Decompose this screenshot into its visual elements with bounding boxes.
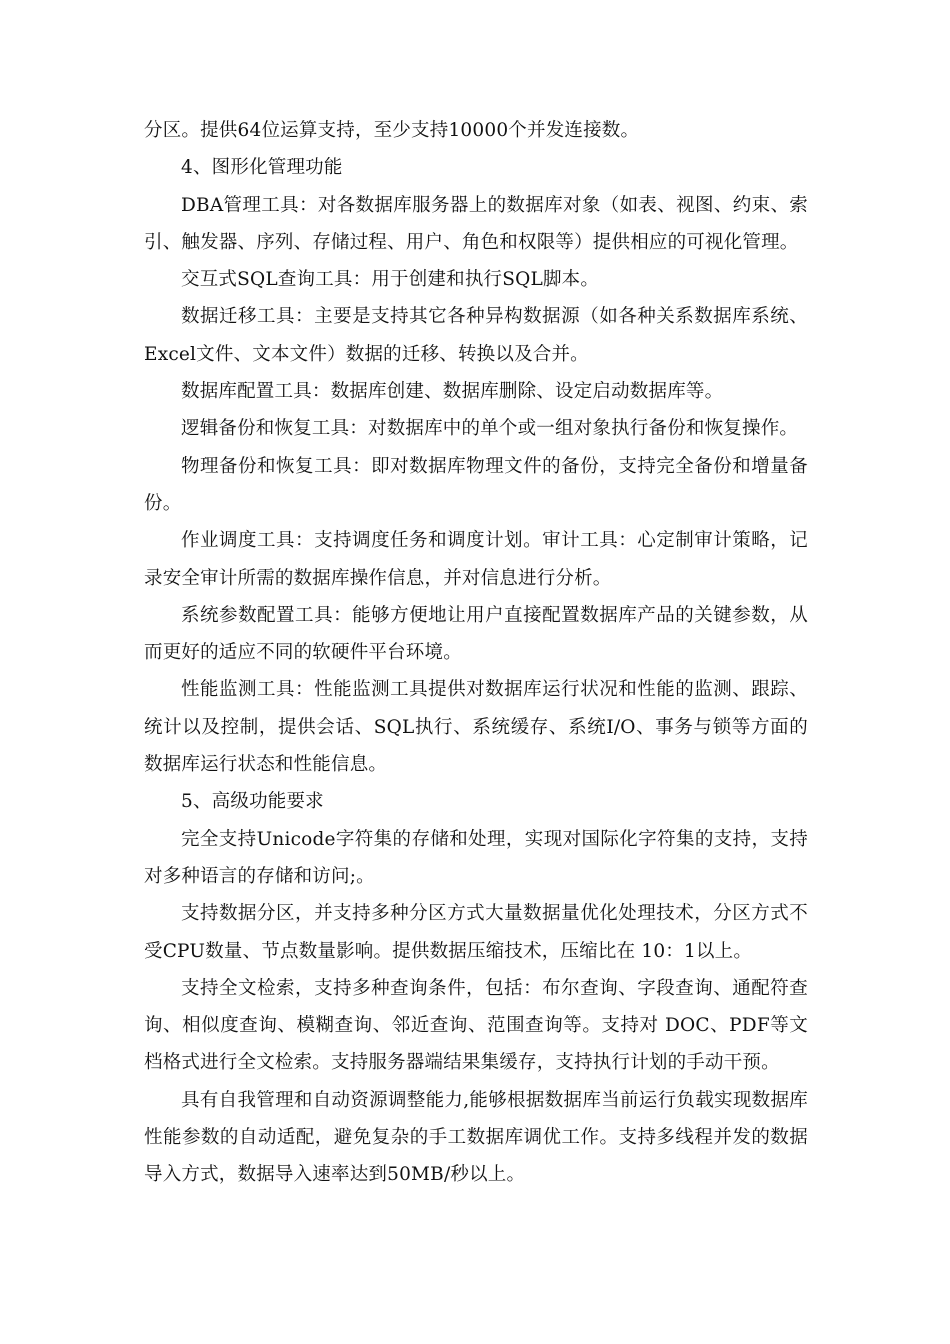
- document-body: [144, 112, 808, 1194]
- paragraph-job-scheduler: 作业调度工具：支持调度任务和调度计划。审计工具：心定制审计策略，记录安全审计所需的数据库操作信息，并对信息进行分析。: [144, 530, 808, 589]
- paragraph-self-management: 具有自我管理和自动资源调整能力,能够根据数据库当前运行负载实现数据库性能参数的自动适配，避免复杂的手工数据库调优工作。支持多线程并发的数据导入方式，数据导入速率达到50MB/秒以上。: [144, 1089, 808, 1186]
- paragraph-partition: 支持数据分区，并支持多种分区方式大量数据量优化处理技术，分区方式不受CPU数量、节点数量影响。提供数据压缩技术，压缩比在 10：1以上。: [144, 903, 808, 962]
- paragraph-logical-backup: 逻辑备份和恢复工具：对数据库中的单个或一组对象执行备份和恢复操作。: [181, 418, 799, 440]
- paragraph-1: 分区。提供64位运算支持，至少支持10000个并发连接数。: [144, 120, 640, 141]
- paragraph-unicode: 完全支持Unicode字符集的存储和处理，实现对国际化字符集的支持，支持对多种语言的存储和访问;。: [144, 828, 808, 887]
- paragraph-dba-tool: DBA管理工具：对各数据库服务器上的数据库对象（如表、视图、约束、索引、触发器、序列、存储过程、用户、角色和权限等）提供相应的可视化管理。: [144, 194, 808, 253]
- paragraph-fulltext: 支持全文检索，支持多种查询条件，包括：布尔查询、字段查询、通配符查询、相似度查询、模糊查询、邻近查询、范围查询等。支持对 DOC、PDF等文档格式进行全文检索。支持服务器端结果集缓存，支持执行计划的手动干预。: [144, 977, 808, 1074]
- paragraph-physical-backup: 物理备份和恢复工具：即对数据库物理文件的备份，支持完全备份和增量备份。: [144, 455, 808, 514]
- section-heading-4: 4、图形化管理功能: [181, 157, 343, 179]
- paragraph-param-config: 系统参数配置工具：能够方便地让用户直接配置数据库产品的关键参数，从而更好的适应不同的软硬件平台环境。: [144, 604, 808, 664]
- paragraph-migration-tool: 数据迁移工具：主要是支持其它各种异构数据源（如各种关系数据库系统、Excel文件、文本文件）数据的迁移、转换以及合并。: [144, 306, 808, 365]
- section-heading-5: 5、高级功能要求: [181, 791, 324, 813]
- paragraph-sql-tool: 交互式SQL查询工具：用于创建和执行SQL脚本。: [181, 269, 600, 291]
- paragraph-perf-monitor: 性能监测工具：性能监测工具提供对数据库运行状况和性能的监测、跟踪、统计以及控制，提供会话、SQL执行、系统缓存、系统I/O、事务与锁等方面的数据库运行状态和性能信息。: [144, 679, 808, 776]
- paragraph-config-tool: 数据库配置工具：数据库创建、数据库删除、设定启动数据库等。: [181, 381, 724, 403]
